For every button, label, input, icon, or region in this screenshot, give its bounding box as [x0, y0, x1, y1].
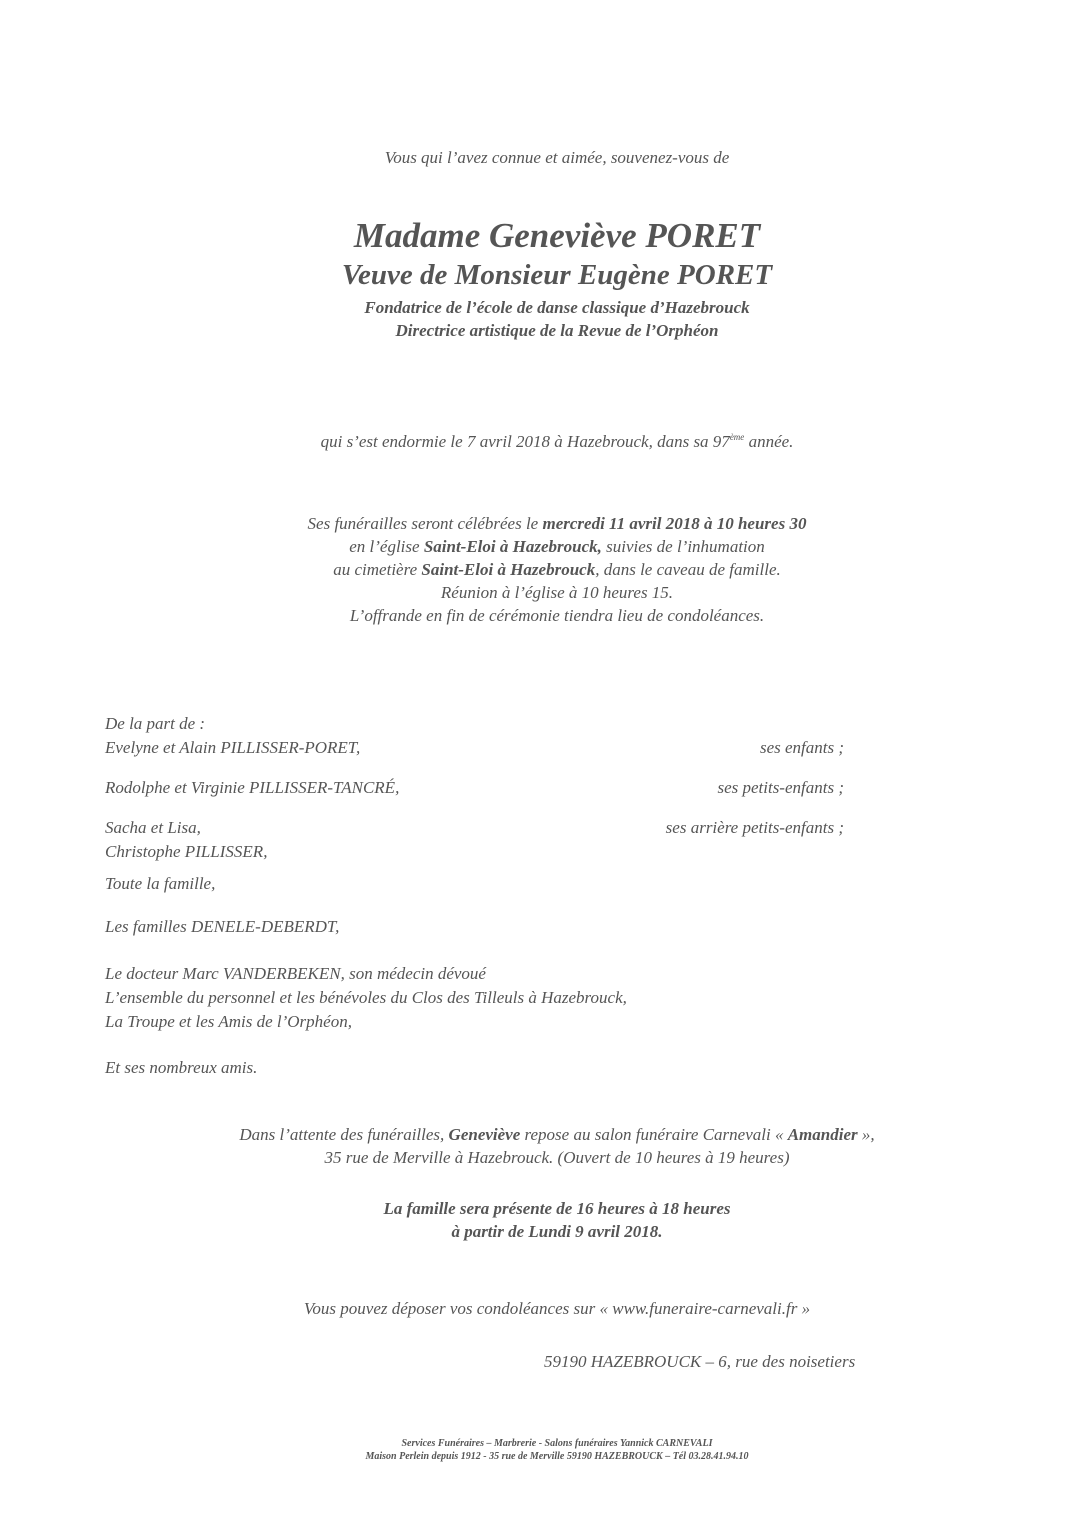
funeral-l2-post: suivies de l’inhumation [601, 537, 765, 556]
deceased-name: Madame Geneviève PORET [353, 216, 761, 255]
wake-line-2: 35 rue de Merville à Hazebrouck. (Ouvert de 10 heures à 19 heures) [324, 1148, 790, 1167]
presence-line-2: à partir de Lundi 9 avril 2018. [451, 1222, 663, 1241]
address: 59190 HAZEBROUCK – 6, rue des noisetiers [544, 1352, 856, 1371]
family-children-relation: ses enfants ; [759, 738, 844, 757]
funeral-l2-pre: en l’église [349, 537, 424, 556]
deceased-titles [0, 296, 1075, 342]
widow-of: Veuve de Monsieur Eugène PORET [341, 259, 773, 291]
family-whole: Toute la famille, [105, 874, 216, 893]
wake-first-name: Geneviève [448, 1125, 521, 1144]
death-sup: ème [729, 432, 745, 442]
condolences-text: Vous pouvez déposer vos condoléances sur « www.funeraire-carnevali.fr » [303, 1299, 811, 1318]
family-presence [0, 1197, 1075, 1243]
family-grandchildren-relation: ses petits-enfants ; [717, 778, 844, 797]
family-doctor: Le docteur Marc VANDERBEKEN, son médecin dévoué [105, 964, 486, 983]
wake-info [0, 1123, 1075, 1169]
footer-line-2: Maison Perlein depuis 1912 - 35 rue de Merville 59190 HAZEBROUCK – Tél 03.28.41.94.10 [365, 1451, 749, 1462]
intro-text: Vous qui l’avez connue et aimée, souvenez-vous de [384, 148, 730, 167]
footer-line-1: Services Funéraires – Marbrerie - Salons funéraires Yannick CARNEVALI [401, 1438, 713, 1449]
funeral-l3-post: , dans le caveau de famille. [595, 560, 781, 579]
family-troupe: La Troupe et les Amis de l’Orphéon, [105, 1012, 352, 1031]
family-great-grandchildren-relation: ses arrière petits-enfants ; [665, 818, 844, 837]
footer [0, 1437, 1075, 1463]
funeral-cemetery: Saint-Eloi à Hazebrouck [421, 560, 596, 579]
funeral-church: Saint-Eloi à Hazebrouck, [423, 537, 602, 556]
funeral-line-4: Réunion à l’église à 10 heures 15. [440, 583, 674, 602]
family-families: Les familles DENELE-DEBERDT, [105, 917, 340, 936]
wake-salon-name: Amandier [787, 1125, 858, 1144]
family-great-grandchildren-2: Christophe PILLISSER, [105, 842, 268, 861]
presence-line-1: La famille sera présente de 16 heures à 18 heures [383, 1199, 731, 1218]
family-heading: De la part de : [105, 714, 206, 733]
wake-l1-a: Dans l’attente des funérailles, [239, 1125, 449, 1144]
title-line-1: Fondatrice de l’école de danse classique d’Hazebrouck [364, 298, 750, 317]
death-notice [0, 430, 1075, 453]
wake-l1-c: repose au salon funéraire Carnevali « [520, 1125, 788, 1144]
family-friends: Et ses nombreux amis. [105, 1058, 258, 1077]
funeral-line-3 [0, 558, 1075, 581]
funeral-date: mercredi 11 avril 2018 à 10 heures 30 [542, 514, 807, 533]
family-grandchildren: Rodolphe et Virginie PILLISSER-TANCRÉ, [105, 778, 400, 797]
family-staff: L’ensemble du personnel et les bénévoles du Clos des Tilleuls à Hazebrouck, [105, 988, 627, 1007]
funeral-line-2 [0, 535, 1075, 558]
funeral-l1-pre: Ses funérailles seront célébrées le [307, 514, 543, 533]
funeral-l3-pre: au cimetière [333, 560, 422, 579]
death-text: qui s’est endormie le 7 avril 2018 à Hazebrouck, dans sa 97 [320, 432, 730, 451]
death-end: année. [744, 432, 794, 451]
wake-line-1 [0, 1123, 1075, 1146]
funeral-line-1 [0, 512, 1075, 535]
funeral-line-5: L’offrande en fin de cérémonie tiendra lieu de condoléances. [349, 606, 765, 625]
title-line-2: Directrice artistique de la Revue de l’Orphéon [395, 321, 719, 340]
family-great-grandchildren-1: Sacha et Lisa, [105, 818, 201, 837]
funeral-details [0, 512, 1075, 627]
family-children: Evelyne et Alain PILLISSER-PORET, [105, 738, 361, 757]
wake-l1-e: », [857, 1125, 875, 1144]
